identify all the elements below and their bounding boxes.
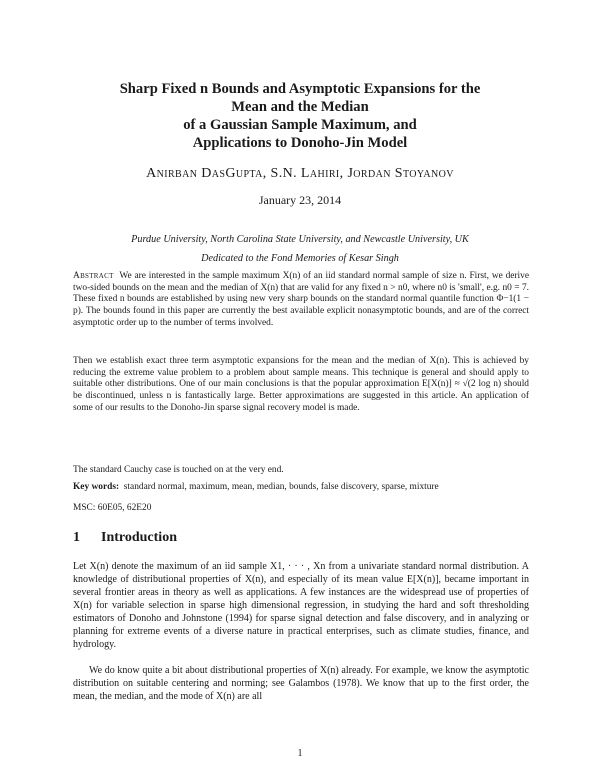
- title-line: of a Gaussian Sample Maximum, and: [183, 117, 417, 133]
- dedication: Dedicated to the Fond Memories of Kesar Singh: [201, 253, 399, 264]
- date: January 23, 2014: [258, 193, 342, 207]
- authors: Anirban DasGupta, S.N. Lahiri, Jordan Stoyanov: [146, 166, 454, 181]
- title-line: Applications to Donoho-Jin Model: [192, 135, 408, 151]
- intro-paragraph-2: [73, 664, 529, 703]
- abstract-text: Then we establish exact three term asymptotic expansions for the mean and the median of X(n). This is achieved by reducing the extreme value problem to a problem about sample means. This technique is general and should apply to suitable other distributions. One of our main conclusions is that the popular approximation E[X(n)] ≈ √(2 log n) should be discontinued, unless n is fantastically large. Better approximations are suggested in this article. An application of some of our results to the Donoho-Jin sparse signal recovery model is made.: [73, 356, 529, 413]
- page-number: 1: [297, 748, 303, 759]
- intro-paragraph-1: [73, 560, 529, 651]
- section-title: Introduction: [101, 530, 177, 545]
- abstract-paragraph-1: [73, 271, 529, 330]
- title-line: Sharp Fixed n Bounds and Asymptotic Expansions for the: [119, 81, 481, 97]
- affiliation: Purdue University, North Carolina State University, and Newcastle University, UK: [131, 234, 469, 245]
- body-text: We do know quite a bit about distributional properties of X(n) already. For example, we know the asymptotic distribution on suitable centering and norming; see Galambos (1978). We know that up to the first order, the mean, the median, and the mode of X(n) are all: [73, 665, 529, 702]
- abstract-label: Abstract: [73, 271, 114, 281]
- abstract-text: The standard Cauchy case is touched on at the very end.: [73, 465, 284, 475]
- keywords: [73, 482, 529, 492]
- title-line: Mean and the Median: [231, 99, 369, 115]
- paper-title: [60, 80, 540, 152]
- abstract-text: We are interested in the sample maximum X(n) of an iid standard normal sample of size n. First, we derive two-sided bounds on the mean and the median of X(n) that are valid for any fixed n > n0, where n0 is 'small', e.g. n0 = 7. These fixed n bounds are established by using new very sharp bounds on the standard normal quantile function Φ−1(1 − p). The bounds found in this paper are currently the best available explicit nonasymptotic bounds, and are of the correct asymptotic order up to the number of terms involved.: [73, 271, 530, 328]
- body-text: Let X(n) denote the maximum of an iid sample X1, · · · , Xn from a univariate standard normal distribution. A knowledge of distributional properties of X(n), and especially of its mean value E[X(n)], became important in several frontier areas in theory as well as applications. A few instances are the widespread use of properties of X(n) for variable selection in sparse high dimensional regression, in studying the hard and soft thresholding estimators of Donoho and Johnstone (1994) for sparse signal detection and false discovery, and in analyzing or planning for extreme events of a diverse nature in practical enterprises, such as climate studies, finance, and hydrology.: [73, 561, 529, 650]
- abstract-paragraph-3: [73, 465, 529, 477]
- keywords-label: Key words:: [73, 482, 120, 492]
- msc-codes: MSC: 60E05, 62E20: [73, 503, 152, 513]
- keywords-text: standard normal, maximum, mean, median, bounds, false discovery, sparse, mixture: [123, 482, 439, 492]
- section-number: 1: [73, 530, 80, 545]
- section-heading: [73, 530, 177, 546]
- abstract-paragraph-2: [73, 356, 529, 415]
